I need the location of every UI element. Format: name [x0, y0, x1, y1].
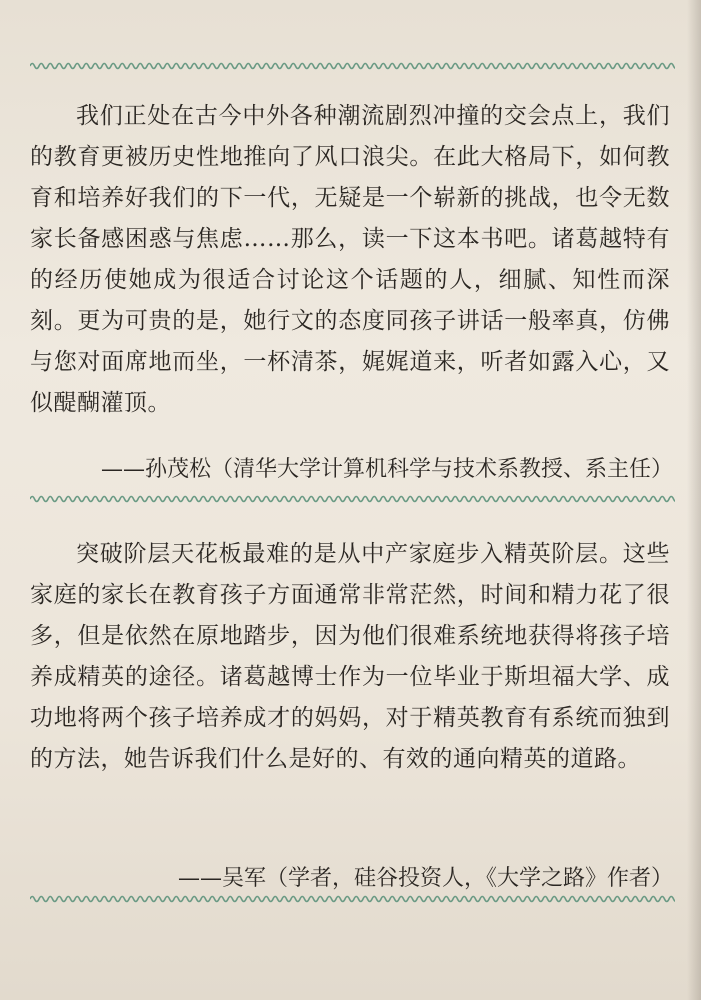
attribution-sun-maosong: ——孙茂松（清华大学计算机科学与技术系教授、系主任） — [100, 457, 673, 482]
middle-wavy-divider — [30, 493, 675, 505]
attribution-wu-jun: ——吴军（学者，硅谷投资人，《大学之路》作者） — [177, 866, 673, 891]
top-wavy-divider — [30, 60, 675, 72]
page-edge-shadow — [687, 0, 701, 1000]
quote-sun-maosong: 我们正处在古今中外各种潮流剧烈冲撞的交会点上，我们的教育更被历史性地推向了风口浪尖。在此大格局下，如何教育和培养好我们的下一代，无疑是一个崭新的挑战，也令无数家长备感困惑与焦虑……那么，读一下这本书吧。诸葛越特有的经历使她成为很适合讨论这个话题的人，细腻、知性而深刻。更为可贵的是，她行文的态度同孩子讲话一般率真，仿佛与您对面席地而坐，一杯清茶，娓娓道来，听者如露入心，又似醍醐灌顶。 — [30, 103, 670, 416]
bottom-wavy-divider — [30, 893, 675, 905]
quote-wu-jun: 突破阶层天花板最难的是从中产家庭步入精英阶层。这些家庭的家长在教育孩子方面通常非常茫然，时间和精力花了很多，但是依然在原地踏步，因为他们很难系统地获得将孩子培养成精英的途径。诸葛越博士作为一位毕业于斯坦福大学、成功地将两个孩子培养成才的妈妈，对于精英教育有系统而独到的方法，她告诉我们什么是好的、有效的通向精英的道路。 — [30, 541, 670, 772]
